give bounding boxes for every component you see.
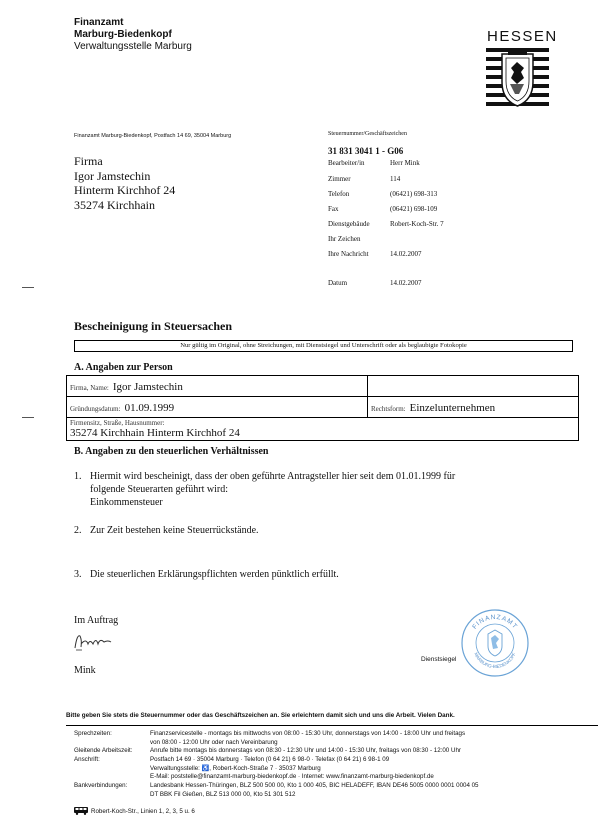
item-1-line: Einkommensteuer (90, 497, 163, 508)
validity-note: Nur gültig im Original, ohne Streichungen, mit Dienstsiegel und Unterschrift oder als beglaubigte Fotokopie (74, 340, 573, 352)
table-row (67, 376, 578, 397)
authority-name: Finanzamt (74, 17, 124, 28)
founded-label: Gründungsdatum: (70, 405, 121, 413)
bus-text: Robert-Koch-Str., Linien 1, 2, 3, 5 u. 6 (91, 807, 195, 815)
footer-row-flextime (74, 747, 594, 756)
recipient-line: 35274 Kirchhain (74, 197, 155, 212)
item-number: 1. (74, 471, 82, 482)
footer-label: Gleitende Arbeitszeit: (74, 747, 133, 754)
on-behalf-label: Im Auftrag (74, 615, 119, 626)
empty-cell (368, 376, 578, 396)
info-row (328, 220, 444, 228)
info-value: (06421) 698-313 (390, 190, 438, 198)
fold-mark (22, 417, 34, 418)
info-key: Ihr Zeichen (328, 235, 361, 243)
info-value: Robert-Koch-Str. 7 (390, 220, 444, 228)
info-key: Fax (328, 205, 339, 213)
info-value: Herr Mink (390, 159, 420, 167)
info-row (328, 250, 422, 258)
address-value: 35274 Kirchhain Hinterm Kirchhof 24 (70, 427, 240, 439)
name-label: Firma, Name: (70, 384, 109, 392)
table-row (67, 397, 578, 418)
info-row (328, 235, 390, 243)
footer-line: Anrufe bitte montags bis donnerstags von 08:30 - 12:30 Uhr und 14:00 - 15:30 Uhr, freitags von 08:30 - 12:00 Uhr (150, 747, 461, 754)
footer-line: Postfach 14 69 · 35004 Marburg · Telefon (0 64 21) 6 98-0 · Telefax (0 64 21) 6 98-1 09 (150, 756, 390, 763)
address-cell (67, 418, 578, 440)
recipient-line: Hinterm Kirchhof 24 (74, 183, 176, 197)
authority-block (74, 17, 192, 53)
signer-name: Mink (74, 665, 96, 676)
footer-row-address (74, 756, 594, 782)
footer-row-bank (74, 782, 594, 799)
seal-text-bottom: MARBURG-BIEDENKOPF (473, 651, 517, 670)
item-3: Die steuerlichen Erklärungspflichten werden pünktlich erfüllt. (90, 569, 339, 580)
footer-row-hours (74, 730, 594, 747)
svg-text:FINANZAMT (471, 614, 518, 631)
footer-label: Sprechzeiten: (74, 730, 112, 737)
footer-label: Bankverbindungen: (74, 782, 128, 789)
name-value: Igor Jamstechin (112, 381, 183, 393)
info-row (328, 175, 400, 183)
bus-icon (74, 807, 88, 815)
person-table (66, 375, 579, 441)
date-key: Datum (328, 279, 348, 287)
name-cell (67, 376, 368, 396)
footer-line: DT BBK Fil Gießen, BLZ 513 000 00, Kto 51 301 512 (150, 790, 296, 798)
footer-line: E-Mail: poststelle@finanzamt-marburg-biedenkopf.de · Internet: www.finanzamt-marburg-biedenkopf.de (150, 773, 434, 781)
info-key: Dienstgebäude (328, 220, 370, 228)
recipient-line: Firma (74, 154, 103, 168)
signature-image (72, 630, 114, 652)
recipient-line: Igor Jamstechin (74, 168, 151, 183)
info-key: Telefon (328, 190, 350, 198)
seal-label: Dienstsiegel (421, 656, 457, 663)
info-value: 14.02.2007 (390, 250, 422, 258)
fold-mark (22, 287, 34, 288)
info-value: (06421) 698-109 (390, 205, 438, 213)
legal-form-cell (368, 397, 578, 417)
info-row (328, 159, 420, 167)
legal-form-label: Rechtsform: (371, 405, 406, 413)
founded-value: 01.09.1999 (124, 402, 175, 414)
item-2: Zur Zeit bestehen keine Steuerrückstände. (90, 525, 259, 536)
info-value: 114 (390, 175, 401, 183)
section-a-heading: A. Angaben zur Person (74, 362, 173, 373)
sender-line: Finanzamt Marburg-Biedenkopf, Postfach 14 69, 35004 Marburg (74, 133, 232, 139)
section-b-heading: B. Angaben zu den steuerlichen Verhältnissen (74, 446, 269, 457)
footer-line: Verwaltungsstelle: ♿, Robert-Koch-Straße 7 · 35037 Marburg (150, 764, 321, 772)
footer-divider (66, 725, 598, 726)
address-label: Firmensitz, Straße, Hausnummer: (70, 419, 165, 427)
info-key: Zimmer (328, 175, 351, 183)
hessen-wordmark: HESSEN (487, 28, 558, 45)
item-1-line: folgende Steuerarten geführt wird: (90, 484, 229, 495)
info-row (328, 190, 437, 198)
info-key: Ihre Nachricht (328, 250, 369, 258)
footer-line: Finanzservicestelle - montags bis mittwochs von 08:00 - 15:30 Uhr, donnerstags von 14:00 - 18:00 Uhr und freitags (150, 730, 466, 737)
bus-info (74, 807, 195, 815)
info-key: Bearbeiter/in (328, 159, 365, 167)
info-row (328, 205, 437, 213)
item-number: 3. (74, 569, 82, 580)
reference-label: Steuernummer/Geschäftszeichen (328, 131, 407, 137)
authority-office: Verwaltungsstelle Marburg (74, 41, 192, 52)
table-row (67, 418, 578, 440)
document-title: Bescheinigung in Steuersachen (74, 319, 233, 333)
date-value: 14.02.2007 (390, 279, 422, 287)
legal-form-value: Einzelunternehmen (409, 402, 496, 414)
item-1 (90, 470, 590, 509)
footer-notice: Bitte geben Sie stets die Steuernummer oder das Geschäftszeichen an. Sie erleichtern damit sich und uns die Arbeit. Vielen Dank. (66, 712, 455, 719)
tax-number: 31 831 3041 1 - G06 (328, 146, 404, 156)
footer-label: Anschrift: (74, 756, 100, 763)
founded-cell (67, 397, 368, 417)
recipient-address (74, 154, 175, 212)
hessen-coat-of-arms-icon (486, 48, 549, 110)
item-1-line: Hiermit wird bescheinigt, dass der oben geführte Antragsteller hier seit dem 01.01.1999 für (90, 471, 456, 482)
date-row (328, 279, 422, 287)
official-seal-icon (460, 608, 530, 678)
authority-district: Marburg-Biedenkopf (74, 29, 172, 40)
item-number: 2. (74, 525, 82, 536)
footer-line: Landesbank Hessen-Thüringen, BLZ 500 500 00, Kto 1 000 405, BIC HELADEFF, IBAN DE46 5005 0000 0001 0004 05 (150, 782, 479, 789)
footer-line: von 08:00 - 12:00 Uhr oder nach Vereinbarung (150, 738, 278, 746)
seal-text-top: FINANZAMT (471, 613, 519, 631)
